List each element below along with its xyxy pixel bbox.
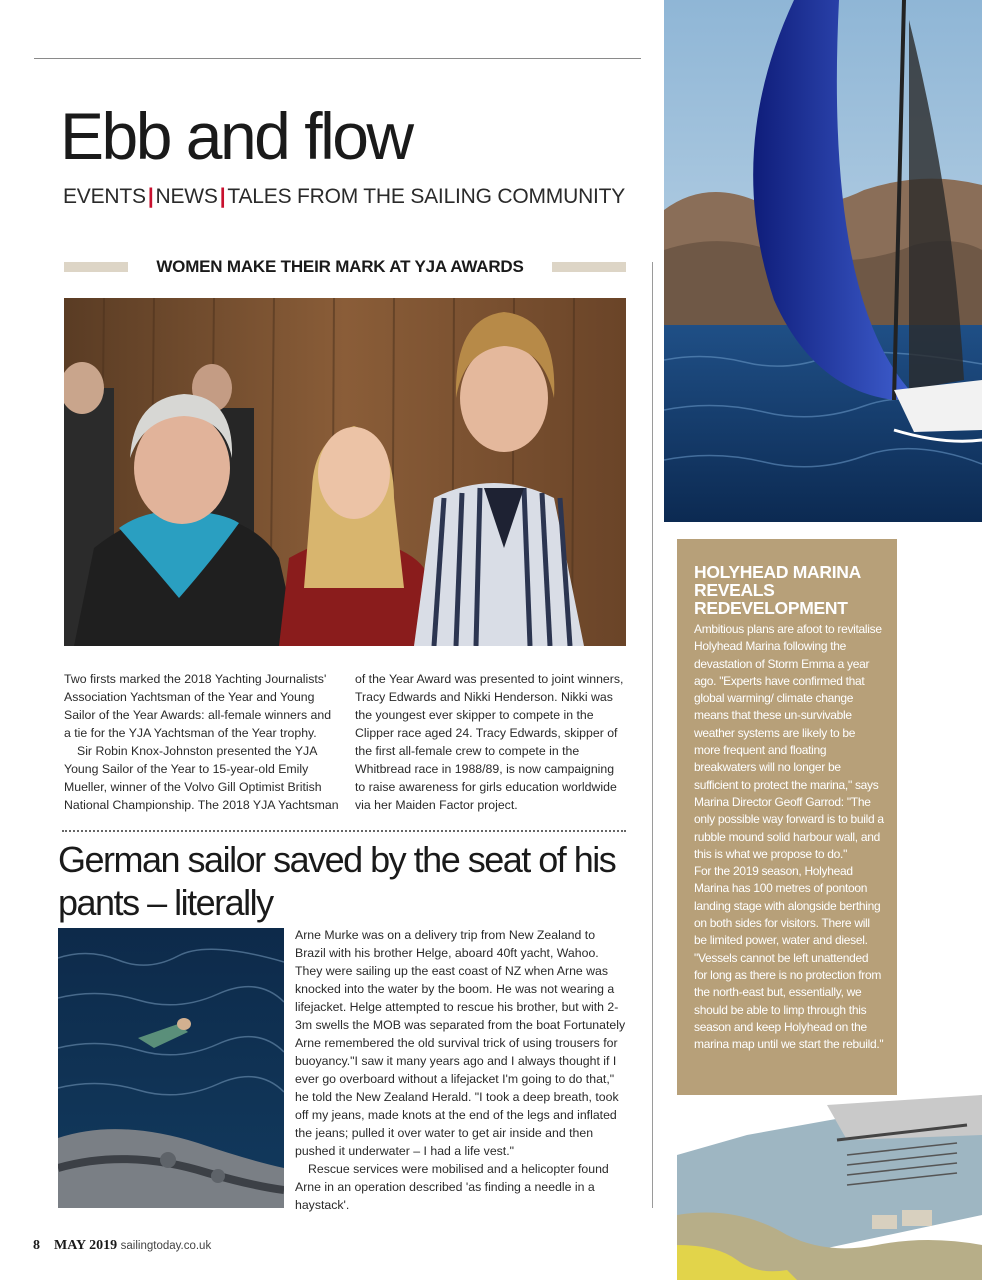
yja-awards-photo — [64, 298, 626, 646]
yja-paragraph-3: of the Year Award was presented to joint winners, Tracy Edwards and Nikki Henderson. Nikki was the youngest ever skipper to compete in the Clipper race aged 24. Tracy Edwards, skipper of the first all-female crew to compete in the Whitbread race in 1988/89, is now campaigning to raise awareness for girls education worldwide via her Maiden Factor project. — [355, 672, 624, 812]
section-title: Ebb and flow — [60, 99, 412, 173]
headline-bar-left — [64, 262, 128, 272]
headline-bar-right — [552, 262, 626, 272]
column-rule — [652, 262, 653, 1208]
subtitle-separator: | — [147, 185, 154, 208]
yja-column-1 — [64, 670, 340, 814]
german-sailor-text — [295, 926, 627, 1214]
holyhead-headline: HOLYHEAD MARINA REVEALS REDEVELOPMENT — [694, 562, 861, 618]
man-overboard-photo — [58, 928, 284, 1208]
subtitle-separator: | — [219, 185, 226, 208]
subtitle-news: NEWS — [155, 185, 218, 208]
german-paragraph-2: Rescue services were mobilised and a helicopter found Arne in an operation described 'as finding a needle in a haystack'. — [295, 1162, 609, 1212]
holyhead-paragraph-1: Ambitious plans are afoot to revitalise Holyhead Marina following the devastation of Storm Emma a year ago. "Experts have confirmed that global warming/ climate change means that these un-survivable weather systems are likely to be more frequent and floating breakwaters will no longer be sufficient to protect the marina," says Marina Director Geoff Garrod: "The only possible way forward is to build a rubble mound solid harbour wall, and this is what we propose to do." — [694, 622, 884, 861]
top-rule — [34, 58, 641, 59]
section-subtitle — [63, 182, 625, 212]
yja-column-2 — [355, 670, 627, 814]
page-footer — [33, 1238, 211, 1254]
german-paragraph-1: Arne Murke was on a delivery trip from New Zealand to Brazil with his brother Helge, aboard 40ft yacht, Wahoo. They were sailing up the east coast of NZ when Arne was knocked into the water by the boom. He was not wearing a lifejacket. Helge attempted to rescue his brother, but with 2-3m swells the MOB was separated from the boat Fortunately Arne remembered the old survival trick of using trousers for buoyancy."I saw it many years ago and I always thought if I ever go overboard without a lifejacket I'm going to do that," he told the New Zealand Herald. "I took a deep breath, took off my jeans, made knots at the end of the legs and inflated the jeans; pulled it over water to get air inside and then pushed it underwater – I had a life vest." — [295, 928, 626, 1158]
holyhead-text — [694, 621, 884, 1053]
yja-headline: WOMEN MAKE THEIR MARK AT YJA AWARDS — [156, 257, 524, 276]
yja-paragraph-2: Sir Robin Knox-Johnston presented the YJA Young Sailor of the Year to 15-year-old Emily Mueller, winner of the Volvo Gill Optimist British National Championship. The 2018 YJA Yachtsman — [64, 744, 339, 812]
marina-plan-image — [677, 1095, 982, 1280]
dotted-divider — [62, 830, 626, 832]
page-number: 8 — [33, 1238, 40, 1253]
website-url: sailingtoday.co.uk — [120, 1240, 212, 1252]
issue-date: MAY 2019 — [54, 1238, 118, 1253]
yacht-spinnaker-photo — [664, 0, 982, 522]
holyhead-paragraph-2: For the 2019 season, Holyhead Marina has 100 metres of pontoon landing stage with alongside berthing on both sides for visitors. There will be limited power, water and diesel. "Vessels cannot be left unattended for long as there is no protection from the north-east but, essentially, we should be able to limp through this season and keep Holyhead on the marina map until we start the rebuild." — [694, 864, 884, 1052]
german-sailor-headline: German sailor saved by the seat of his pants – literally — [58, 839, 616, 923]
subtitle-events: EVENTS — [63, 185, 146, 208]
subtitle-tales: TALES FROM THE SAILING COMMUNITY — [227, 185, 626, 208]
yja-paragraph-1: Two firsts marked the 2018 Yachting Journalists' Association Yachtsman of the Year and Young Sailor of the Year Awards: all-female winners and a tie for the YJA Yachtsman of the Year trophy. — [64, 672, 332, 740]
